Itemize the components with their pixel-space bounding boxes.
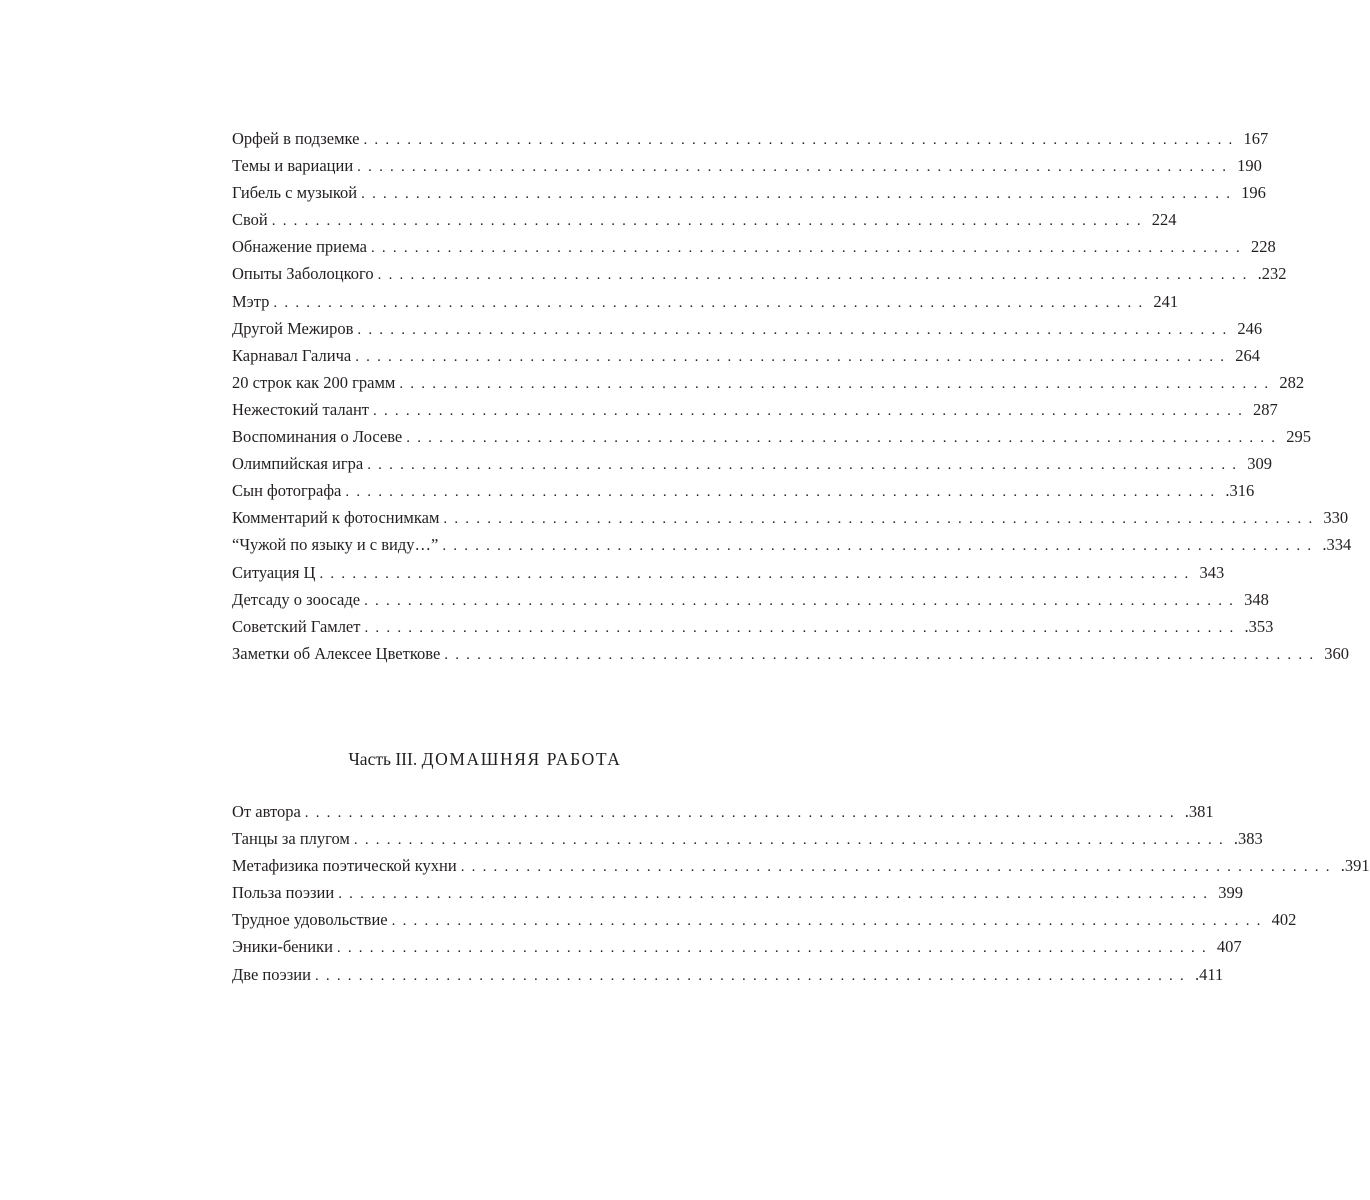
toc-entry xyxy=(232,933,1242,960)
toc-list-part3 xyxy=(232,798,1370,988)
toc-entry xyxy=(232,798,1214,825)
toc-leader-dots: ................................................................................ xyxy=(357,321,1234,338)
toc-entry-page: 246 xyxy=(1237,318,1263,338)
toc-leader-dots: ................................................................................ xyxy=(355,348,1232,365)
toc-leader-dots: ................................................................................ xyxy=(460,859,1337,876)
toc-entry-page: 402 xyxy=(1271,910,1297,930)
toc-entry-title: Сын фотографа xyxy=(232,481,342,501)
toc-entry-title: Трудное удовольствие xyxy=(232,910,388,930)
toc-entry xyxy=(232,477,1255,504)
toc-leader-dots: ................................................................................ xyxy=(364,592,1241,609)
toc-entry-title: Опыты Заболоцкого xyxy=(232,264,374,284)
toc-entry-title: Мэтр xyxy=(232,291,270,311)
toc-entry-title: Танцы за плугом xyxy=(232,829,350,849)
toc-leader-dots: ................................................................................ xyxy=(443,511,1320,528)
toc-entry-page: .381 xyxy=(1184,802,1214,821)
toc-entry-page: 348 xyxy=(1244,589,1269,609)
toc-entry-title: Комментарий к фотоснимкам xyxy=(232,508,440,528)
toc-entry-title: Заметки об Алексее Цветкове xyxy=(232,643,441,663)
toc-entry xyxy=(232,423,1311,450)
toc-entry-page: .353 xyxy=(1244,616,1274,636)
toc-entry-page: 264 xyxy=(1235,345,1260,365)
toc-leader-dots: ................................................................................ xyxy=(377,267,1254,284)
toc-entry-title: Обнажение приема xyxy=(232,237,367,257)
toc-entry-title: Польза поэзии xyxy=(232,883,335,903)
toc-entry-page: .316 xyxy=(1225,481,1255,501)
toc-entry xyxy=(232,906,1297,933)
toc-leader-dots: ................................................................................ xyxy=(370,240,1247,257)
toc-leader-dots: ................................................................................ xyxy=(406,430,1283,447)
toc-entry-page: .232 xyxy=(1257,264,1287,284)
toc-entry-title: 20 строк как 200 грамм xyxy=(232,372,396,392)
toc-entry-page: 343 xyxy=(1199,562,1225,582)
toc-entry-page: 295 xyxy=(1286,427,1311,447)
toc-entry-page: 360 xyxy=(1324,643,1350,663)
toc-entry-page: 330 xyxy=(1323,508,1349,528)
toc-entry-page: 241 xyxy=(1153,291,1179,311)
toc-entry xyxy=(232,559,1225,586)
toc-leader-dots: ................................................................................ xyxy=(367,457,1244,474)
toc-leader-dots: ................................................................................ xyxy=(345,484,1222,501)
toc-leader-dots: ................................................................................ xyxy=(338,886,1215,903)
toc-leader-dots: ................................................................................ xyxy=(314,967,1191,984)
toc-entry xyxy=(232,288,1179,315)
toc-entry-page: .391 xyxy=(1340,856,1370,876)
toc-entry-title: Метафизика поэтической кухни xyxy=(232,856,457,876)
toc-entry-page: 309 xyxy=(1247,454,1272,474)
toc-entry xyxy=(232,179,1266,206)
toc-entry xyxy=(232,260,1287,287)
toc-entry xyxy=(232,825,1263,852)
toc-leader-dots: ................................................................................ xyxy=(304,805,1181,821)
toc-entry-title: Воспоминания о Лосеве xyxy=(232,427,403,447)
toc-entry-title: Эники-беники xyxy=(232,937,333,957)
toc-entry-title: Детсаду о зоосаде xyxy=(232,589,361,609)
toc-entry-page: 190 xyxy=(1237,156,1262,176)
toc-entry-title: Ситуация Ц xyxy=(232,562,316,582)
toc-entry xyxy=(232,206,1177,233)
toc-entry xyxy=(232,396,1278,423)
toc-entry-title: Две поэзии xyxy=(232,964,311,984)
toc-entry xyxy=(232,961,1224,988)
toc-leader-dots: ................................................................................ xyxy=(399,375,1276,392)
toc-entry-title: Гибель с музыкой xyxy=(232,183,358,203)
toc-entry-page: .411 xyxy=(1194,964,1224,984)
toc-leader-dots: ................................................................................ xyxy=(357,159,1234,176)
toc-entry xyxy=(232,152,1262,179)
toc-entry xyxy=(232,640,1350,667)
toc-entry-page: .383 xyxy=(1233,829,1263,849)
toc-entry-page: 282 xyxy=(1279,372,1305,392)
toc-entry-title: Олимпийская игра xyxy=(232,454,364,474)
toc-entry-title: Советский Гамлет xyxy=(232,616,361,636)
toc-entry-page: 407 xyxy=(1216,937,1242,957)
toc-list-part2 xyxy=(232,125,1352,667)
toc-leader-dots: ................................................................................ xyxy=(273,294,1150,311)
toc-leader-dots: ................................................................................ xyxy=(361,186,1238,203)
toc-entry xyxy=(232,586,1269,613)
toc-entry xyxy=(232,342,1260,369)
toc-entry-title: “Чужой по языку и с виду…” xyxy=(232,535,439,555)
toc-leader-dots: ................................................................................ xyxy=(353,832,1230,849)
toc-leader-dots: ................................................................................ xyxy=(442,538,1319,555)
toc-leader-dots: ................................................................................ xyxy=(363,132,1240,148)
toc-entry xyxy=(232,233,1276,260)
toc-entry xyxy=(232,315,1263,342)
toc-leader-dots: ................................................................................ xyxy=(336,940,1213,957)
section-heading-prefix: Часть III. xyxy=(348,749,418,769)
toc-entry xyxy=(232,450,1272,477)
toc-entry-page: 228 xyxy=(1250,237,1276,257)
toc-leader-dots: ................................................................................ xyxy=(373,402,1250,419)
toc-leader-dots: ................................................................................ xyxy=(271,213,1148,230)
toc-leader-dots: ................................................................................ xyxy=(444,646,1321,663)
toc-entry xyxy=(232,125,1269,152)
toc-entry-page: 224 xyxy=(1151,210,1177,230)
toc-entry-title: Нежестокий талант xyxy=(232,399,370,419)
toc-entry xyxy=(232,504,1349,531)
section-heading-title: ДОМАШНЯЯ РАБОТА xyxy=(421,749,622,769)
toc-entry-page: 167 xyxy=(1243,129,1269,148)
toc-entry-page: .334 xyxy=(1322,535,1352,555)
toc-entry-title: Темы и вариации xyxy=(232,156,354,176)
toc-leader-dots: ................................................................................ xyxy=(319,565,1196,582)
toc-entry xyxy=(232,613,1274,640)
section-heading-part3 xyxy=(232,744,738,774)
toc-entry-title: Свой xyxy=(232,210,268,230)
toc-entry-page: 196 xyxy=(1241,183,1266,203)
toc-leader-dots: ................................................................................ xyxy=(391,913,1268,930)
toc-entry-title: Орфей в подземке xyxy=(232,129,360,148)
toc-entry-title: Другой Межиров xyxy=(232,318,354,338)
toc-entry xyxy=(232,879,1243,906)
toc-entry xyxy=(232,852,1370,879)
toc-entry-page: 287 xyxy=(1253,399,1278,419)
toc-entry-page: 399 xyxy=(1218,883,1243,903)
toc-entry-title: Карнавал Галича xyxy=(232,345,352,365)
toc-leader-dots: ................................................................................ xyxy=(364,619,1241,636)
toc-entry xyxy=(232,369,1305,396)
toc-entry-title: От автора xyxy=(232,802,301,821)
toc-entry xyxy=(232,531,1352,558)
